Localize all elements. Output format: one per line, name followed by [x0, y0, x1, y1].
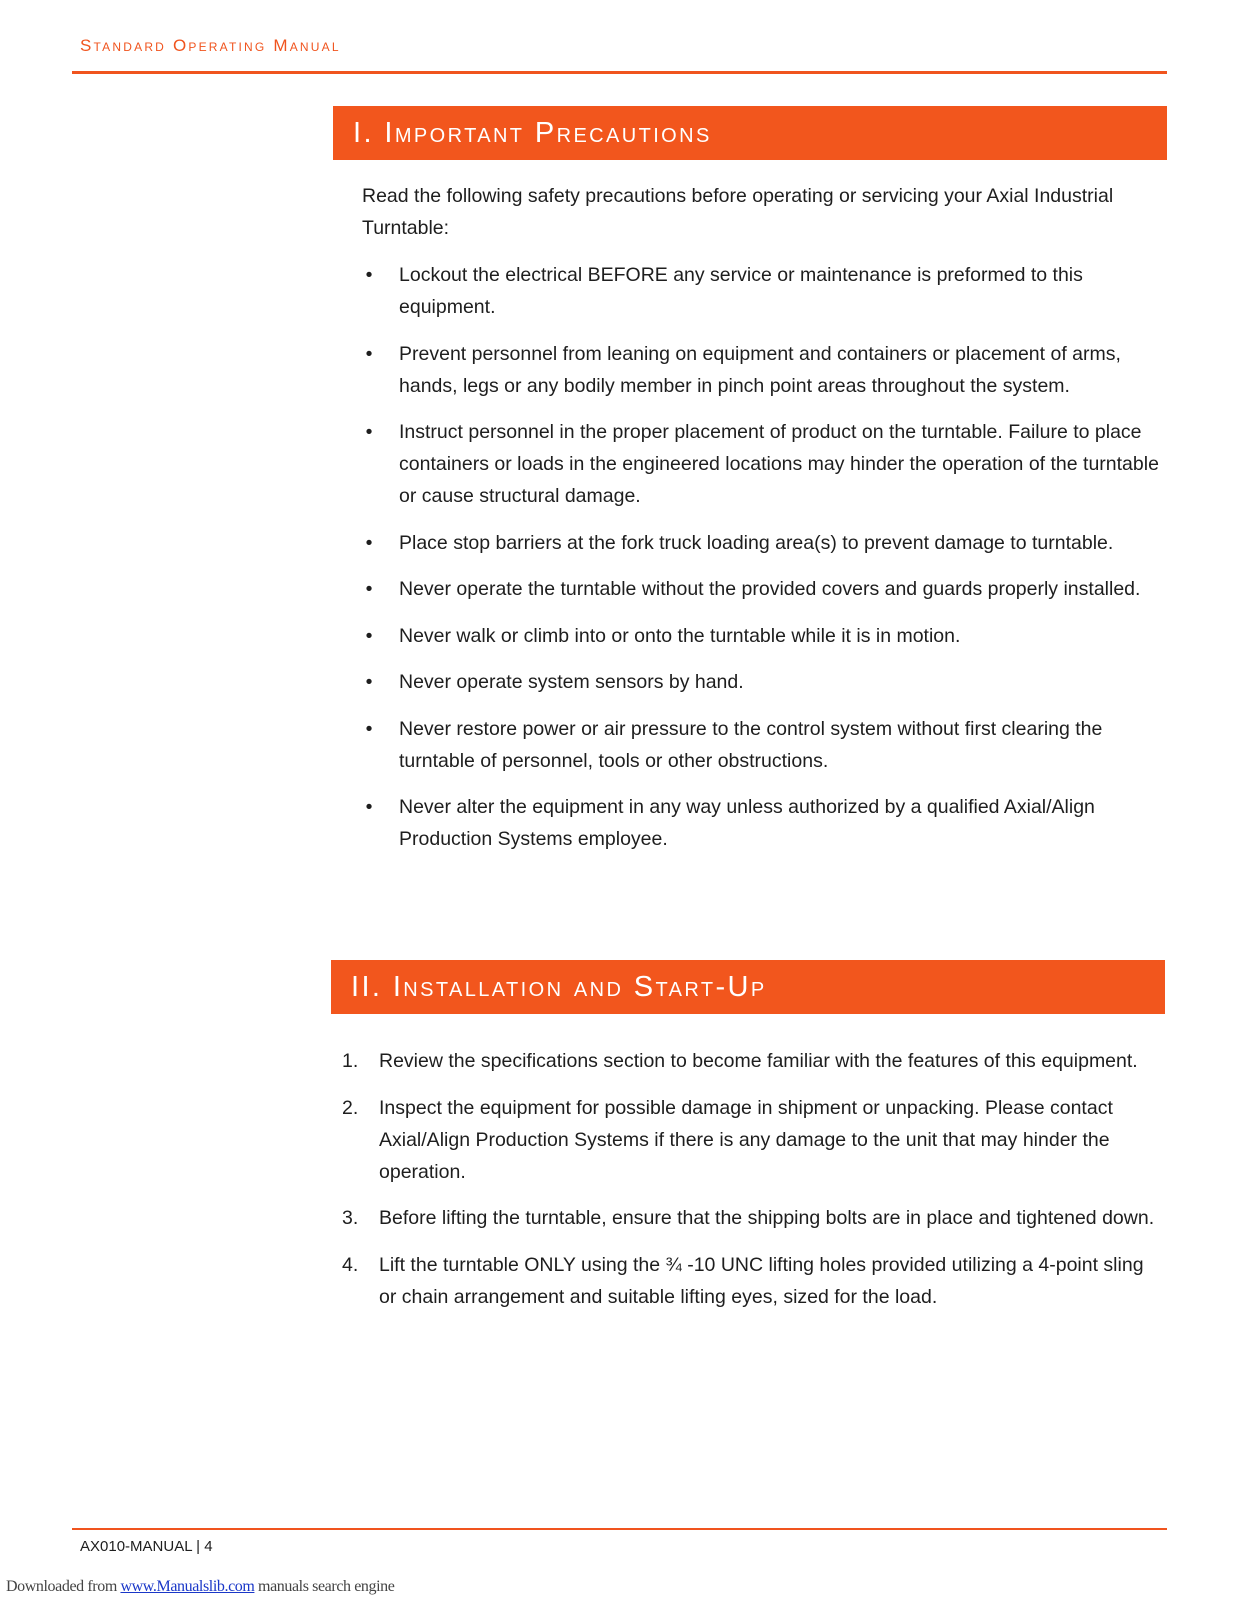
list-item — [342, 1045, 1162, 1077]
list-item — [362, 620, 1162, 652]
bullet-icon: • — [365, 531, 373, 554]
installation-steps-list — [342, 1045, 1162, 1327]
bullet-icon: • — [365, 578, 373, 600]
list-item-text: Never restore power or air pressure to the control system without first clearing the turntable of personnel, tools or other obstructions. — [399, 717, 1103, 772]
footer-rule — [72, 1528, 1167, 1530]
bullet-icon: • — [365, 671, 373, 693]
list-item — [362, 416, 1162, 512]
step-text: Before lifting the turntable, ensure that the shipping bolts are in place and tightened down. — [379, 1207, 1155, 1229]
list-item — [362, 338, 1162, 402]
bullet-icon: • — [365, 342, 373, 365]
list-item — [362, 713, 1162, 777]
footer-page-label: AX010-MANUAL | 4 — [80, 1538, 213, 1555]
download-suffix: manuals search engine — [254, 1578, 395, 1595]
running-header-title: Standard Operating Manual — [80, 36, 341, 55]
list-item — [362, 666, 1162, 698]
step-text: Inspect the equipment for possible damage in shipment or unpacking. Please contact Axial/Align Production Systems if there is any damage to the unit that may hinder the operation. — [379, 1096, 1113, 1183]
list-item-text: Lockout the electrical BEFORE any service or maintenance is preformed to this equipment. — [399, 264, 1083, 318]
download-notice — [6, 1577, 394, 1597]
precautions-intro: Read the following safety precautions before operating or servicing your Axial Industrial Turntable: — [362, 185, 1114, 239]
step-number: 1. — [342, 1050, 359, 1072]
bullet-icon: • — [365, 717, 373, 740]
precautions-list — [362, 259, 1162, 870]
list-item — [342, 1249, 1162, 1313]
list-item-text: Prevent personnel from leaning on equipment and containers or placement of arms, hands, legs or any bodily member in pinch point areas throughout the system. — [399, 342, 1121, 397]
list-item — [362, 573, 1162, 605]
bullet-icon: • — [365, 421, 373, 443]
step-number: 3. — [342, 1207, 359, 1229]
list-item-text: Instruct personnel in the proper placement of product on the turntable. Failure to place containers or loads in the engineered locations may hinder the operation of the turntable or cause structural damage. — [399, 421, 1159, 507]
section-2-banner — [331, 960, 1165, 1014]
bullet-icon: • — [365, 624, 373, 647]
list-item-text: Never walk or climb into or onto the turntable while it is in motion. — [399, 624, 961, 647]
list-item-text: Place stop barriers at the fork truck loading area(s) to prevent damage to turntable. — [399, 531, 1114, 554]
bullet-icon: • — [365, 796, 373, 818]
step-text: Lift the turntable ONLY using the ¾ -10 UNC lifting holes provided utilizing a 4-point sling or chain arrangement and suitable lifting eyes, sized for the load. — [379, 1253, 1144, 1308]
step-number: 2. — [342, 1096, 359, 1119]
step-text: Review the specifications section to become familiar with the features of this equipment. — [379, 1050, 1138, 1072]
bullet-icon: • — [365, 264, 373, 286]
list-item — [362, 527, 1162, 559]
section-1-title: I. Important Precautions — [353, 117, 712, 149]
download-prefix: Downloaded from — [6, 1578, 121, 1595]
list-item — [362, 259, 1162, 323]
list-item-text: Never operate the turntable without the provided covers and guards properly installed. — [399, 578, 1141, 600]
list-item — [342, 1202, 1162, 1234]
list-item — [342, 1092, 1162, 1188]
manualslib-link[interactable]: www.Manualslib.com — [120, 1578, 255, 1595]
list-item — [362, 791, 1162, 855]
step-number: 4. — [342, 1253, 359, 1276]
section-2-title: II. Installation and Start-Up — [351, 971, 767, 1003]
header-rule — [72, 71, 1167, 74]
list-item-text: Never operate system sensors by hand. — [399, 671, 744, 693]
list-item-text: Never alter the equipment in any way unless authorized by a qualified Axial/Align Production Systems employee. — [399, 796, 1095, 850]
section-1-banner — [333, 106, 1167, 160]
